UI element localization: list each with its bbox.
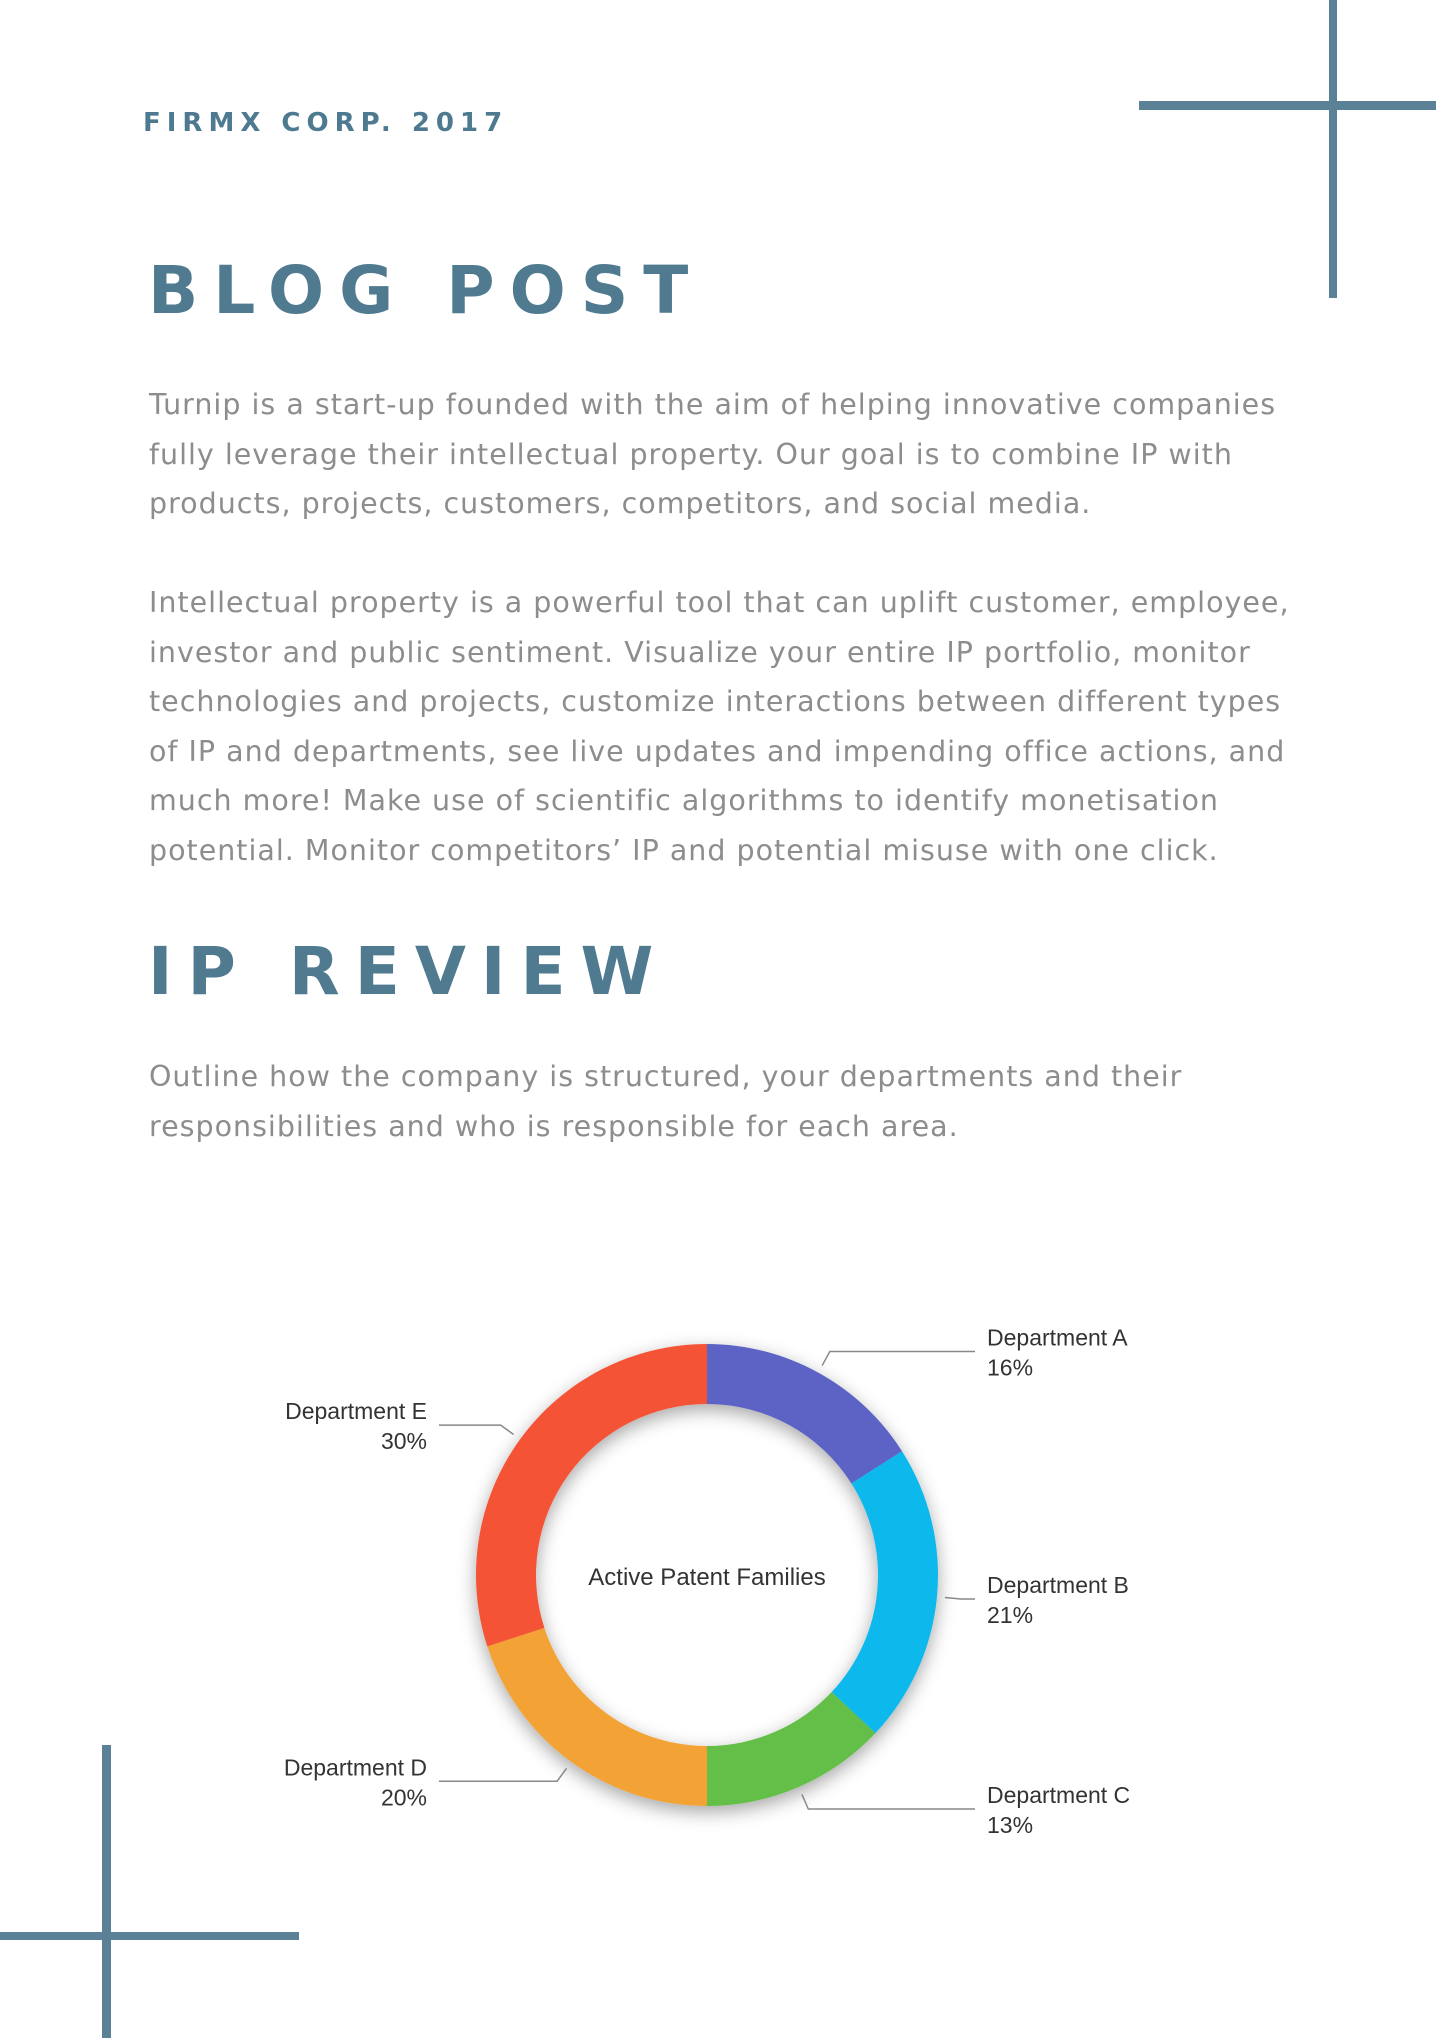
label-department-d: Department D: [283, 1754, 427, 1781]
leader-line-department-b: [945, 1597, 975, 1599]
label-department-a: Department A: [987, 1324, 1128, 1351]
blog-paragraph-details: Intellectual property is a powerful tool that can uplift customer, employee, investor and public sentiment. Visualize your entire IP portfolio, monitor technologies and projects, customize interactions between different types of IP and departments, see live updates and impending office actions, and much more! Make use of scientific algorithms to identify monetisation potential. Monitor competitors’ IP and potential misuse with one click.: [149, 586, 1290, 867]
bottom-left-cross-horizontal: [0, 1932, 299, 1940]
patent-families-donut-chart: [0, 1260, 1436, 1900]
leader-line-department-d: [439, 1768, 567, 1781]
value-label-department-c: 13%: [987, 1812, 1034, 1839]
donut-chart-svg: [0, 1260, 1436, 1900]
value-label-department-d: 20%: [380, 1784, 427, 1811]
leader-line-department-e: [439, 1425, 514, 1434]
slice-department-d: [487, 1628, 707, 1806]
company-eyebrow: FIRMX CORP. 2017: [143, 108, 509, 138]
label-department-c: Department C: [987, 1782, 1131, 1809]
ip-review-paragraph: Outline how the company is structured, your departments and their responsibilities and who is responsible for each area.: [149, 1060, 1183, 1143]
ip-review-title: IP REVIEW: [148, 933, 669, 1010]
leader-line-department-c: [802, 1794, 975, 1809]
slice-department-a: [707, 1344, 902, 1483]
label-department-b: Department B: [987, 1571, 1129, 1598]
slice-department-e: [476, 1344, 707, 1646]
value-label-department-e: 30%: [380, 1428, 427, 1455]
top-right-cross-vertical: [1329, 0, 1337, 298]
donut-center-label: Active Patent Families: [588, 1564, 826, 1591]
value-label-department-b: 21%: [987, 1601, 1034, 1628]
blog-paragraph-intro: Turnip is a start-up founded with the aim of helping innovative companies fully leverage their intellectual property. Our goal is to combine IP with products, projects, customers, competitors, and social media.: [149, 388, 1277, 520]
blog-post-title: BLOG POST: [148, 252, 704, 329]
value-label-department-a: 16%: [987, 1354, 1034, 1381]
label-department-e: Department E: [285, 1398, 427, 1425]
top-right-cross-horizontal: [1139, 101, 1436, 110]
leader-line-department-a: [822, 1352, 975, 1366]
slice-department-b: [832, 1451, 938, 1733]
